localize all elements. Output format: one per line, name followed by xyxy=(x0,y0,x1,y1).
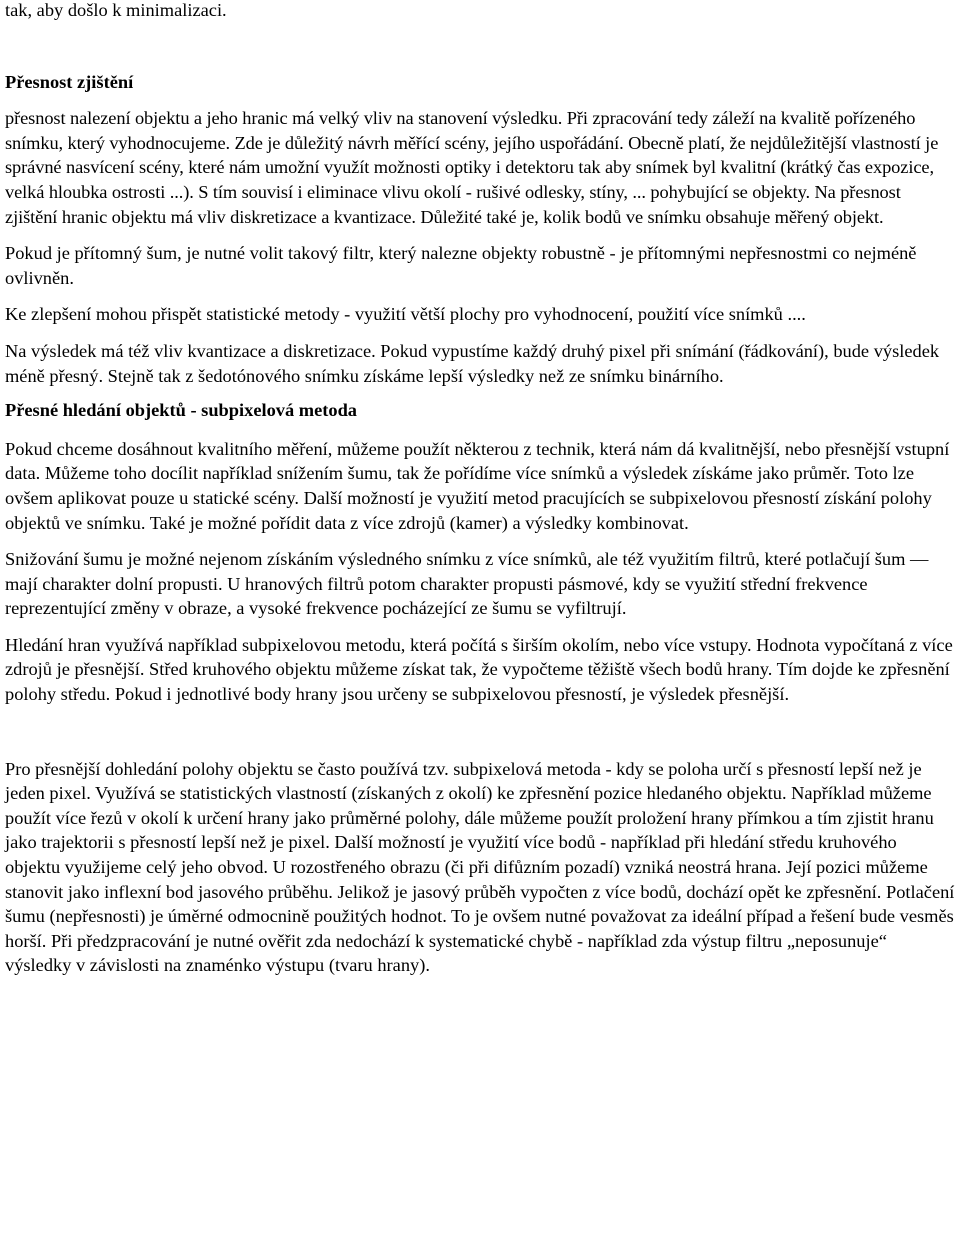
section-heading-precision: Přesnost zjištění xyxy=(5,71,134,92)
paragraph: přesnost nalezení objektu a jeho hranic má velký vliv na stanovení výsledku. Při zpracování tedy záleží na kvalitě pořízeného snímku, který vyhodnocujeme. Zde je důležitý návrh měřící scény, jejího uspořádání. Obecně platí, že nejdůležitější vlastností je správné nasvícení scény, které nám umožní využít možnosti optiky i detektoru tak aby snímek byl kvalitní (krátký čas expozice, velká hloubka ostrosti ...). S tím souvisí i eliminace vlivu okolí - rušivé odlesky, stíny, ... pohybující se objekty. Na přesnost zjištění hranic objektu má vliv diskretizace a kvantizace. Důležité také je, kolik bodů ve snímku obsahuje měřený objekt. xyxy=(5,108,939,227)
document-page xyxy=(5,0,955,978)
paragraph: Hledání hran využívá například subpixelovou metodu, která počítá s širším okolím, nebo více vstupy. Hodnota vypočítaná z více zdrojů je přesnější. Střed kruhového objektu můžeme získat tak, že vypočteme těžiště všech bodů hrany. Tím dojde ke zpřesnění polohy středu. Pokud i jednotlivé body hrany jsou určeny se subpixelovou přesností, je výsledek přesnější. xyxy=(5,634,953,705)
intro-fragment: tak, aby došlo k minimalizaci. xyxy=(5,0,227,20)
paragraph: Na výsledek má též vliv kvantizace a diskretizace. Pokud vypustíme každý druhý pixel při snímání (řádkování), bude výsledek méně přesný. Stejně tak z šedotónového snímku získáme lepší výsledky než ze snímku binárního. xyxy=(5,340,940,386)
paragraph: Pokud je přítomný šum, je nutné volit takový filtr, který nalezne objekty robustně - je přítomnými nepřesnostmi co nejméně ovlivněn. xyxy=(5,243,917,288)
section-heading-subpixel: Přesné hledání objektů - subpixelová metoda xyxy=(5,400,357,421)
paragraph: Pro přesnější dohledání polohy objektu se často používá tzv. subpixelová metoda - kdy se poloha určí s přesností lepší než je jeden pixel. Využívá se statistických vlastností (získaných z okolí) ke zpřesnění pozice hledaného objektu. Například můžeme použít více řezů v okolí k určení hrany jako průměrné polohy, dále můžeme použít proložení hrany přímkou a tím zjistit hranu jako trajektorii s přesností lepší než je pixel. Další možností je využití více bodů - například při hledání středu kruhového objektu využijeme celý jeho obvod. U rozostřeného obrazu (či při difůzním pozadí) vzniká neostrá hrana. Její pozici můžeme stanovit jako inflexní bod jasového průběhu. Jelikož je jasový průběh vypočten z více bodů, dochází opět ke zpřesnění. Potlačení šumu (nepřesnosti) je úměrné odmocnině použitých hodnot. To je ovšem nutné považovat za ideální případ a řešení bude vesměs horší. Při předzpracování je nutné ověřit zda nedochází k systematické chybě - například zda výstup filtru „neposunuje“ výsledky v závislosti na znaménko výstupu (tvaru hrany). xyxy=(5,758,955,976)
paragraph: Pokud chceme dosáhnout kvalitního měření, můžeme použít některou z technik, která nám dá kvalitnější, nebo přesnější vstupní data. Můžeme toho docílit například snížením šumu, tak že pořídíme více snímků a výsledek získáme jako průměr. Toto lze ovšem aplikovat pouze u statické scény. Další možností je využití metod pracujících se subpixelovou přesností získání polohy objektů ve snímku. Také je možné pořídit data z více zdrojů (kamer) a výsledky kombinovat. xyxy=(5,438,950,533)
paragraph: Ke zlepšení mohou přispět statistické metody - využití větší plochy pro vyhodnocení, použití více snímků .... xyxy=(5,304,806,325)
paragraph: Snižování šumu je možné nejenom získáním výsledného snímku z více snímků, ale též využitím filtrů, které potlačují šum — mají charakter dolní propusti. U hranových filtrů potom charakter propusti pásmové, kdy se využití střední frekvence reprezentující změny v obraze, a vysoké frekvence pocházející ze šumu se vyfiltrují. xyxy=(5,549,929,619)
